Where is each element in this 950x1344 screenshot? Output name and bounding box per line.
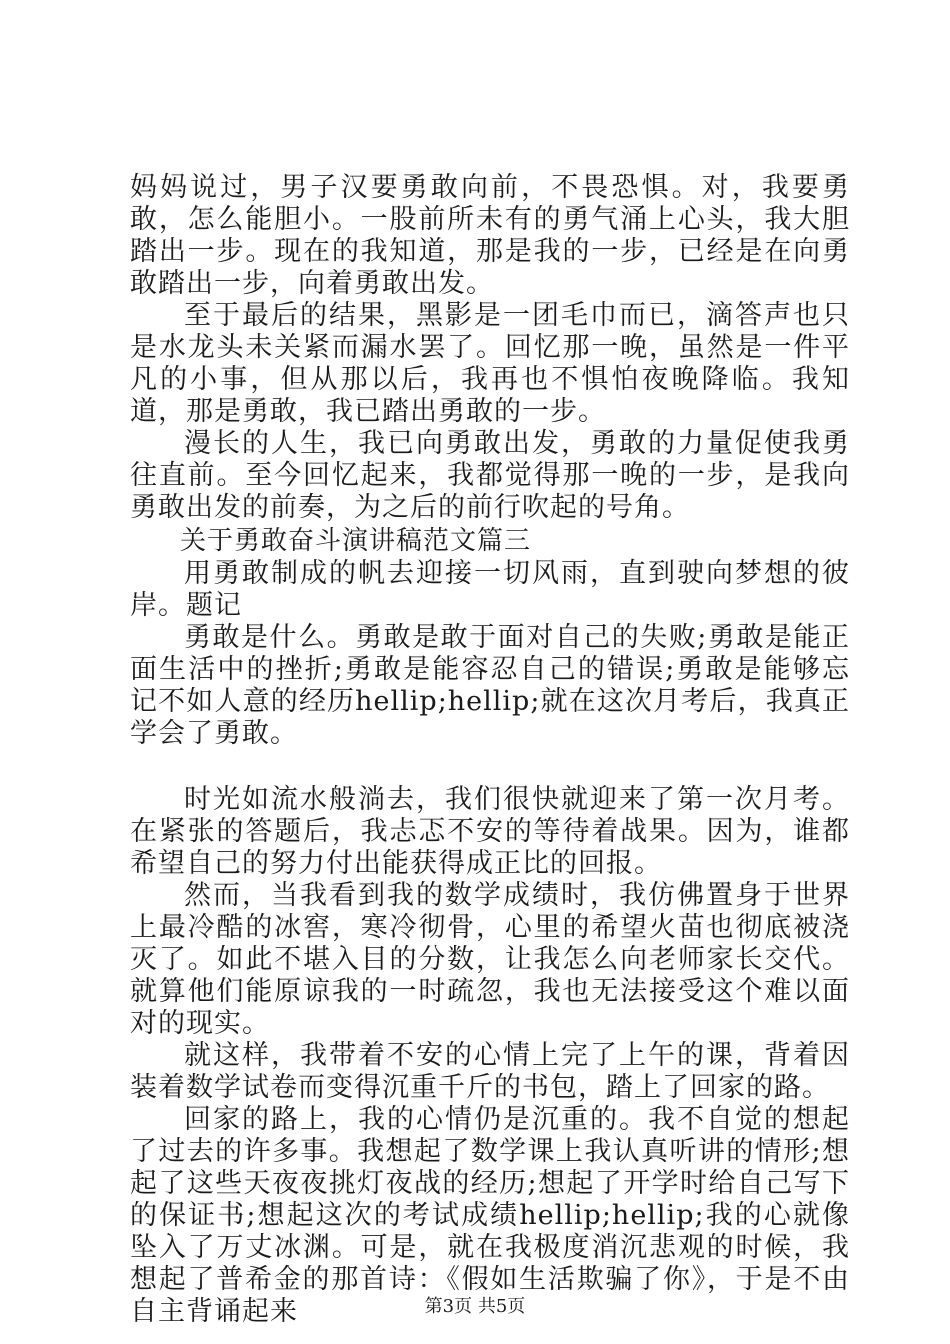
- paragraph-5: 时光如流水般淌去，我们很快就迎来了第一次月考。在紧张的答题后，我忐忑不安的等待着战果。因为，谁都希望自己的努力付出能获得成正比的回报。: [130, 784, 850, 879]
- paragraph-8: 回家的路上，我的心情仍是沉重的。我不自觉的想起了过去的许多事。我想起了数学课上我认真听讲的情形;想起了这些天夜夜挑灯夜战的经历;想起了开学时给自己写下的保证书;想起这次的考试成绩hellip;hellip;我的心就像坠入了万丈冰渊。可是，就在我极度消沉悲观的时候，我想起了普希金的那首诗：《假如生活欺骗了你》，于是不由自主背诵起来: [130, 1104, 850, 1327]
- page-number-footer: 第3页 共5页: [424, 1296, 526, 1317]
- section-heading: 关于勇敢奋斗演讲稿范文篇三: [180, 526, 532, 556]
- paragraph-4: 勇敢是什么。勇敢是敢于面对自己的失败;勇敢是能正面生活中的挫折;勇敢是能容忍自己的错误;勇敢是能够忘记不如人意的经历hellip;hellip;就在这次月考后，我真正学会了勇敢。: [130, 622, 850, 749]
- paragraph-1: 妈妈说过，男子汉要勇敢向前，不畏恐惧。对，我要勇敢，怎么能胆小。一股前所未有的勇气涌上心头，我大胆踏出一步。现在的我知道，那是我的一步，已经是在向勇敢踏出一步，向着勇敢出发。: [130, 172, 850, 299]
- paragraph-3: 漫长的人生，我已向勇敢出发，勇敢的力量促使我勇往直前。至今回忆起来，我都觉得那一晚的一步，是我向勇敢出发的前奏，为之后的前行吹起的号角。: [130, 428, 850, 523]
- document-body: [130, 172, 850, 1328]
- paragraph-epigraph: 用勇敢制成的帆去迎接一切风雨，直到驶向梦想的彼岸。题记: [130, 558, 850, 621]
- blank-line: [130, 750, 850, 784]
- paragraph-7: 就这样，我带着不安的心情上完了上午的课，背着因装着数学试卷而变得沉重千斤的书包，踏上了回家的路。: [130, 1040, 850, 1103]
- paragraph-6: 然而，当我看到我的数学成绩时，我仿佛置身于世界上最冷酷的冰窖，寒冷彻骨，心里的希望火苗也彻底被浇灭了。如此不堪入目的分数，让我怎么向老师家长交代。就算他们能原谅我的一时疏忽，我也无法接受这个难以面对的现实。: [130, 880, 850, 1039]
- paragraph-2: 至于最后的结果，黑影是一团毛巾而已，滴答声也只是水龙头未关紧而漏水罢了。回忆那一晚，虽然是一件平凡的小事，但从那以后，我再也不惧怕夜晚降临。我知道，那是勇敢，我已踏出勇敢的一步。: [130, 300, 850, 427]
